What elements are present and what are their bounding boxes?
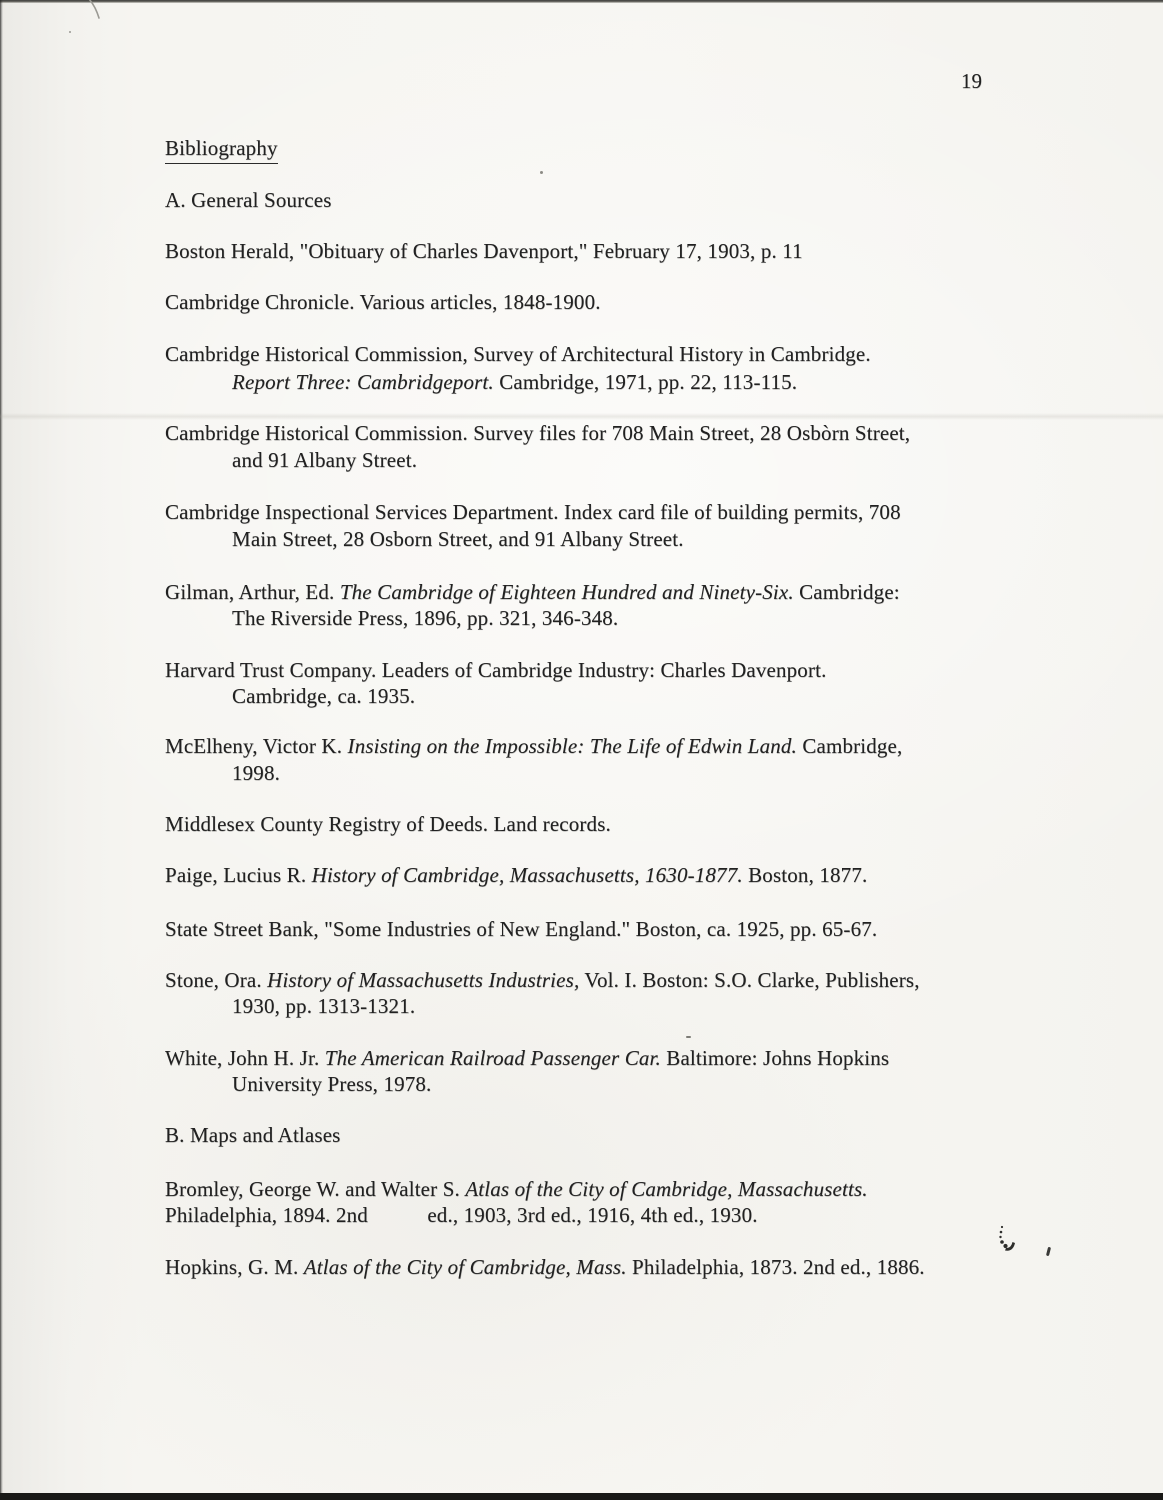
section-heading-b	[165, 1123, 341, 1147]
text-segment: State Street Bank, "Some Industries of New England." Boston, ca. 1925, pp. 65-67.	[165, 917, 878, 941]
bibliography-entry-line	[165, 500, 901, 524]
text-segment: Hopkins, G. M.	[165, 1255, 304, 1279]
bibliography-entry-line	[232, 606, 618, 630]
text-segment: Vol. I. Boston: S.O. Clarke, Publishers,	[579, 968, 920, 992]
bibliography-entry-line	[165, 812, 611, 836]
text-segment: Cambridge Inspectional Services Department. Index card file of building permits, 708	[165, 500, 901, 524]
text-segment: 1998.	[232, 761, 280, 785]
text-segment: Harvard Trust Company. Leaders of Cambridge Industry: Charles Davenport.	[165, 658, 827, 682]
text-segment: B. Maps and Atlases	[165, 1123, 341, 1147]
bibliography-entry-line	[165, 421, 910, 445]
scan-streak-artifact	[0, 413, 1163, 420]
text-segment: Boston Herald, "Obituary of Charles Davenport," February 17, 1903, p. 11	[165, 239, 803, 263]
text-segment: Gilman, Arthur, Ed.	[165, 580, 340, 604]
bibliography-entry-line	[232, 448, 417, 472]
bibliography-entry-line	[165, 968, 920, 992]
text-segment: Bromley, George W. and Walter S.	[165, 1177, 466, 1201]
bibliography-entry-line	[165, 1046, 889, 1070]
bibliography-entry-line	[165, 917, 877, 941]
bibliography-entry-line	[232, 761, 280, 785]
bibliography-entry-line	[165, 290, 601, 314]
text-segment: Paige, Lucius R.	[165, 863, 312, 887]
text-segment: White, John H. Jr.	[165, 1046, 325, 1070]
bibliography-entry-line	[232, 527, 684, 551]
italic-title-segment: Report Three: Cambridgeport.	[232, 370, 494, 394]
text-segment: Stone, Ora.	[165, 968, 268, 992]
bibliography-entry-line	[165, 734, 902, 758]
text-segment: Middlesex County Registry of Deeds. Land records.	[165, 812, 611, 836]
text-segment: Cambridge Historical Commission, Survey of Architectural History in Cambridge.	[165, 342, 871, 366]
text-segment: Baltimore: Johns Hopkins	[660, 1046, 890, 1070]
bibliography-entry-line	[232, 684, 415, 708]
text-segment: Boston, 1877.	[742, 863, 868, 887]
bibliography-title	[165, 136, 278, 160]
bibliography-entry-line	[232, 1072, 431, 1096]
text-segment: Main Street, 28 Osborn Street, and 91 Albany Street.	[232, 527, 684, 551]
bibliography-entry-line	[165, 342, 871, 366]
text-segment: Cambridge,	[796, 734, 903, 758]
scan-speck	[686, 1036, 691, 1038]
italic-title-segment: The American Railroad Passenger Car.	[324, 1046, 661, 1070]
scan-speck	[69, 31, 71, 33]
text-segment: University Press, 1978.	[232, 1072, 432, 1096]
bibliography-entry-line	[165, 658, 826, 682]
bibliography-entry-line	[165, 580, 900, 604]
italic-title-segment: The Cambridge of Eighteen Hundred and Ninety-Six.	[339, 580, 794, 604]
ink-smudge	[993, 1224, 1019, 1258]
text-segment: Cambridge, ca. 1935.	[232, 684, 416, 708]
scan-speck	[540, 171, 543, 174]
text-segment: Cambridge, 1971, pp. 22, 113-115.	[493, 370, 798, 394]
italic-title-segment: Insisting on the Impossible: The Life of Edwin Land.	[347, 734, 797, 758]
text-segment: McElheny, Victor K.	[165, 734, 348, 758]
bibliography-entry-line	[165, 239, 803, 263]
italic-title-segment: History of Cambridge, Massachusetts, 1630-1877.	[311, 863, 743, 887]
bibliography-entry-line	[165, 1255, 925, 1279]
bibliography-entry-line	[232, 370, 797, 394]
text-segment: and 91 Albany Street.	[232, 448, 418, 472]
scan-edge-top-artifact	[0, 0, 1163, 3]
text-segment: 1930, pp. 1313-1321.	[232, 994, 416, 1018]
bibliography-entry-line	[165, 1203, 758, 1227]
text-segment: The Riverside Press, 1896, pp. 321, 346-348.	[232, 606, 619, 630]
bibliography-entry-line	[165, 1177, 868, 1201]
bibliography-entry-line	[232, 994, 415, 1018]
italic-title-segment: History of Massachusetts Industries,	[267, 968, 580, 992]
text-segment: Cambridge Historical Commission. Survey files for 708 Main Street, 28 Osbòrn Street,	[165, 421, 911, 445]
text-segment: A. General Sources	[165, 188, 332, 212]
ink-tick-mark	[1046, 1247, 1051, 1256]
text-segment: Cambridge Chronicle. Various articles, 1848-1900.	[165, 290, 601, 314]
scan-bottom-bar-artifact	[0, 1493, 1163, 1500]
italic-title-segment: Atlas of the City of Cambridge, Mass.	[303, 1255, 627, 1279]
scan-smudge-curve	[84, 0, 106, 24]
page-number: 19	[961, 69, 982, 93]
text-segment: Philadelphia, 1894. 2nd ed., 1903, 3rd ed., 1916, 4th ed., 1930.	[165, 1203, 758, 1227]
text-segment: Philadelphia, 1873. 2nd ed., 1886.	[626, 1255, 925, 1279]
italic-title-segment: Atlas of the City of Cambridge, Massachusetts.	[465, 1177, 868, 1201]
scan-edge-left-artifact	[0, 0, 3, 1500]
text-segment: Bibliography	[165, 136, 278, 164]
text-segment: Cambridge:	[793, 580, 900, 604]
bibliography-entry-line	[165, 863, 867, 887]
section-heading-a	[165, 188, 332, 212]
